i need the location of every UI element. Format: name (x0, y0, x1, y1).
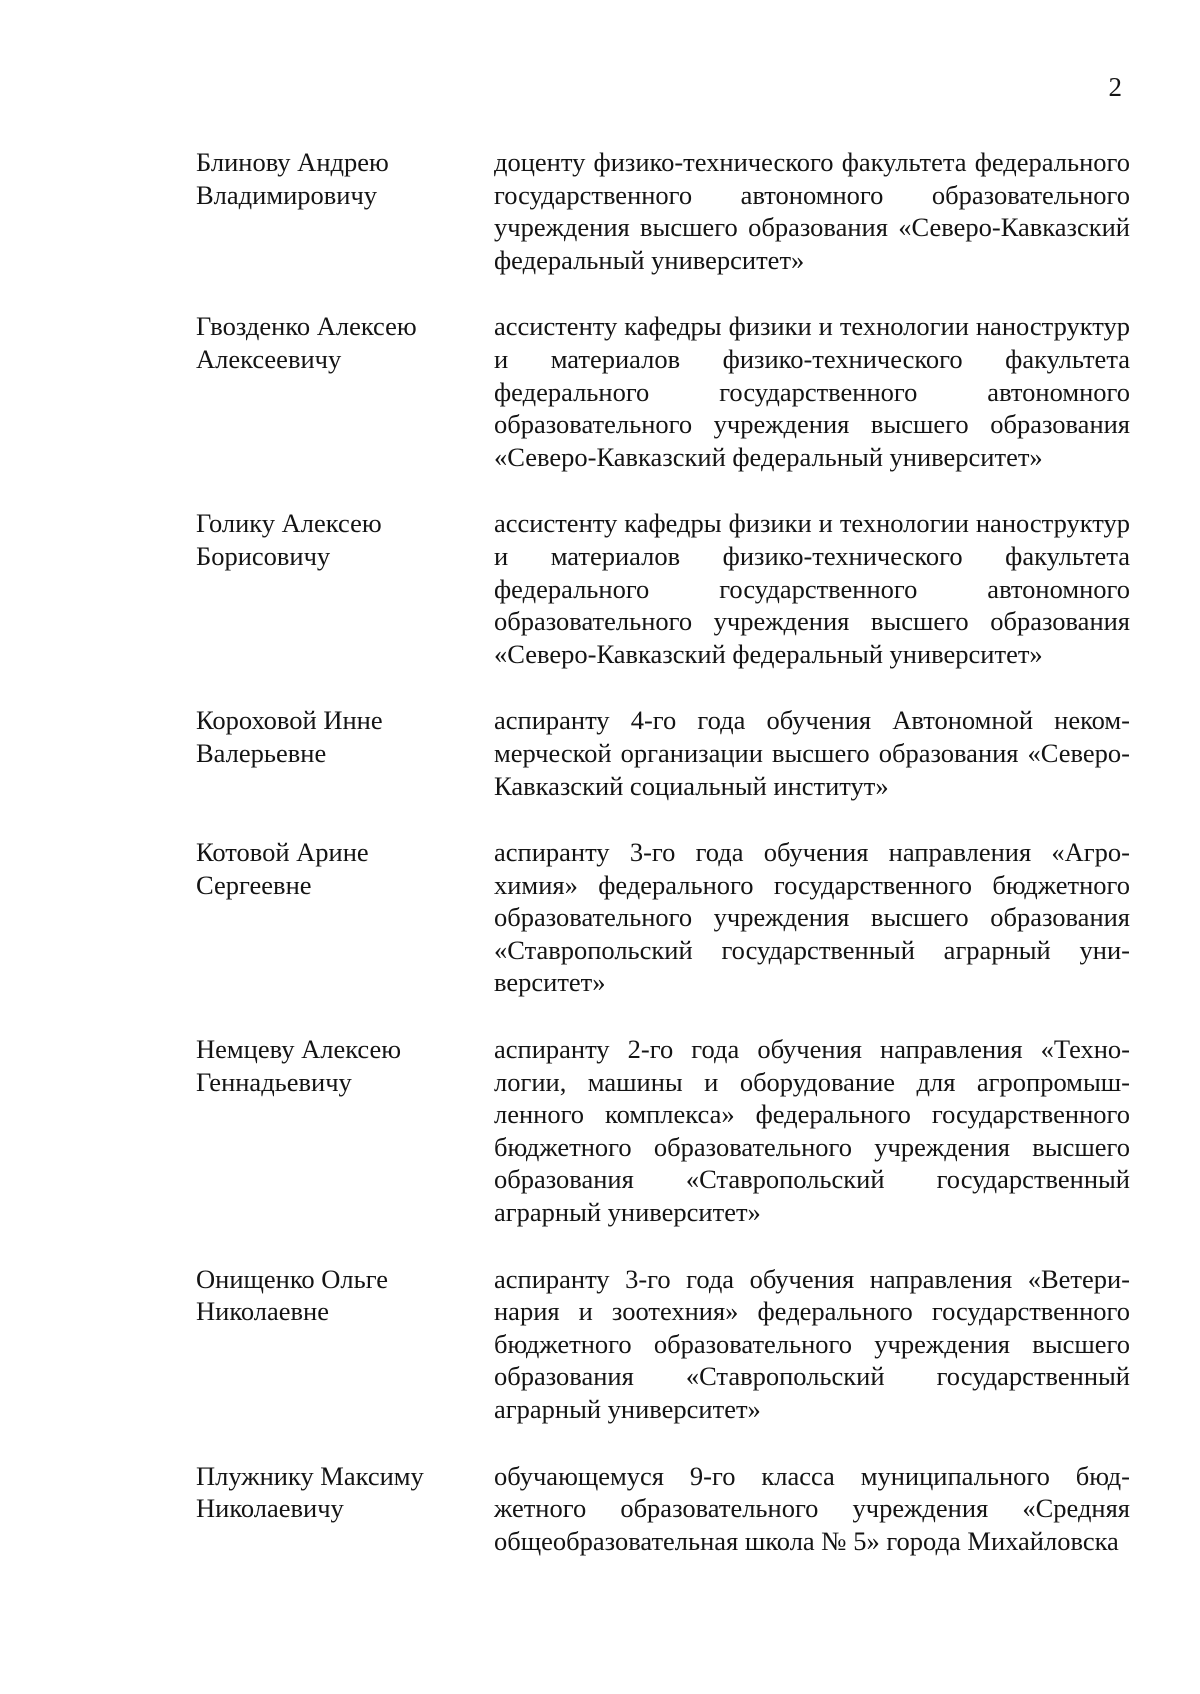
awardee-name-line: Гвозденко Алексею (196, 311, 417, 342)
list-item (196, 1033, 1130, 1229)
awardee-description: ассистенту кафедры физики и технологии наноструктур и материалов физико-технического факультета федерального государственного автономного образовательного учреждения высшего образования «Северо-Кавказский федеральный университет» (494, 508, 1130, 669)
awardee-name-line: Котовой Арине (196, 837, 369, 868)
list-item (196, 704, 1130, 802)
awardee-name-line: Николаевне (196, 1296, 329, 1327)
page-number: 2 (1108, 72, 1122, 102)
awardee-name (196, 146, 494, 211)
awardee-name-line: Голику Алексею (196, 508, 382, 539)
awardee-description: ассистенту кафедры физики и технологии наноструктур и материалов физико-технического факультета федерального государственного автономного образовательного учреждения высшего образования «Северо-Кавказский федеральный университет» (494, 311, 1130, 472)
awardee-description: аспиранту 3-го года обучения направления «Агрохимия» федерального государственного бюджетного образовательного учреждения высшего образования «Ставропольский государственный аграрный университет» (494, 837, 1130, 998)
awardee-name-line: Немцеву Алексею (196, 1034, 402, 1065)
list-item (196, 507, 1130, 670)
awardee-name (196, 1460, 494, 1525)
awardee-name-line: Алексеевичу (196, 343, 342, 374)
awardee-name (196, 507, 494, 572)
awardee-name-line: Борисовичу (196, 540, 331, 571)
awardee-name-line: Валерьевне (196, 737, 327, 768)
awardee-description: аспиранту 4-го года обучения Автономной некоммерческой организации высшего образования «Северо-Кавказский социальный институт» (494, 705, 1130, 801)
awardee-name (196, 704, 494, 769)
list-item (196, 310, 1130, 473)
awardee-name-line: Блинову Андрею (196, 147, 389, 177)
awardee-name (196, 1033, 494, 1098)
awardee-description: аспиранту 2-го года обучения направления «Технологии, машины и оборудование для агропромышленного комплекса» федерального государственного бюджетного образовательного учреждения высшего образования «Ставропольский государственный аграрный университет» (494, 1034, 1130, 1228)
list-item (196, 1263, 1130, 1426)
list-item (196, 836, 1130, 999)
list-item (196, 146, 1130, 276)
awardee-name-line: Плужнику Максиму (196, 1460, 424, 1491)
awardee-description: аспиранту 3-го года обучения направления «Ветеринария и зоотехния» федерального государственного бюджетного образовательного учреждения высшего образования «Ставропольский государственный аграрный университет» (494, 1263, 1130, 1424)
awardee-description: доценту физико-технического факультета федерального государственного автономного образовательного учреждения высшего образования «Северо-Кавказский федеральный университет» (494, 147, 1130, 275)
list-item (196, 1460, 1130, 1558)
awardee-name-line: Николаевичу (196, 1493, 344, 1524)
awardee-name-line: Короховой Инне (196, 705, 383, 736)
awardee-name-line: Онищенко Ольге (196, 1263, 388, 1294)
awardee-name-line: Владимировичу (196, 179, 378, 210)
awardee-name (196, 836, 494, 901)
awardee-name-line: Сергеевне (196, 869, 312, 900)
awardee-list (196, 146, 1130, 1557)
awardee-description: обучающемуся 9-го класса муниципального бюджетного образовательного учреждения «Средняя общеобразовательная школа № 5» города Михайловска (494, 1460, 1130, 1556)
awardee-name (196, 1263, 494, 1328)
awardee-name (196, 310, 494, 375)
awardee-name-line: Геннадьевичу (196, 1066, 352, 1097)
